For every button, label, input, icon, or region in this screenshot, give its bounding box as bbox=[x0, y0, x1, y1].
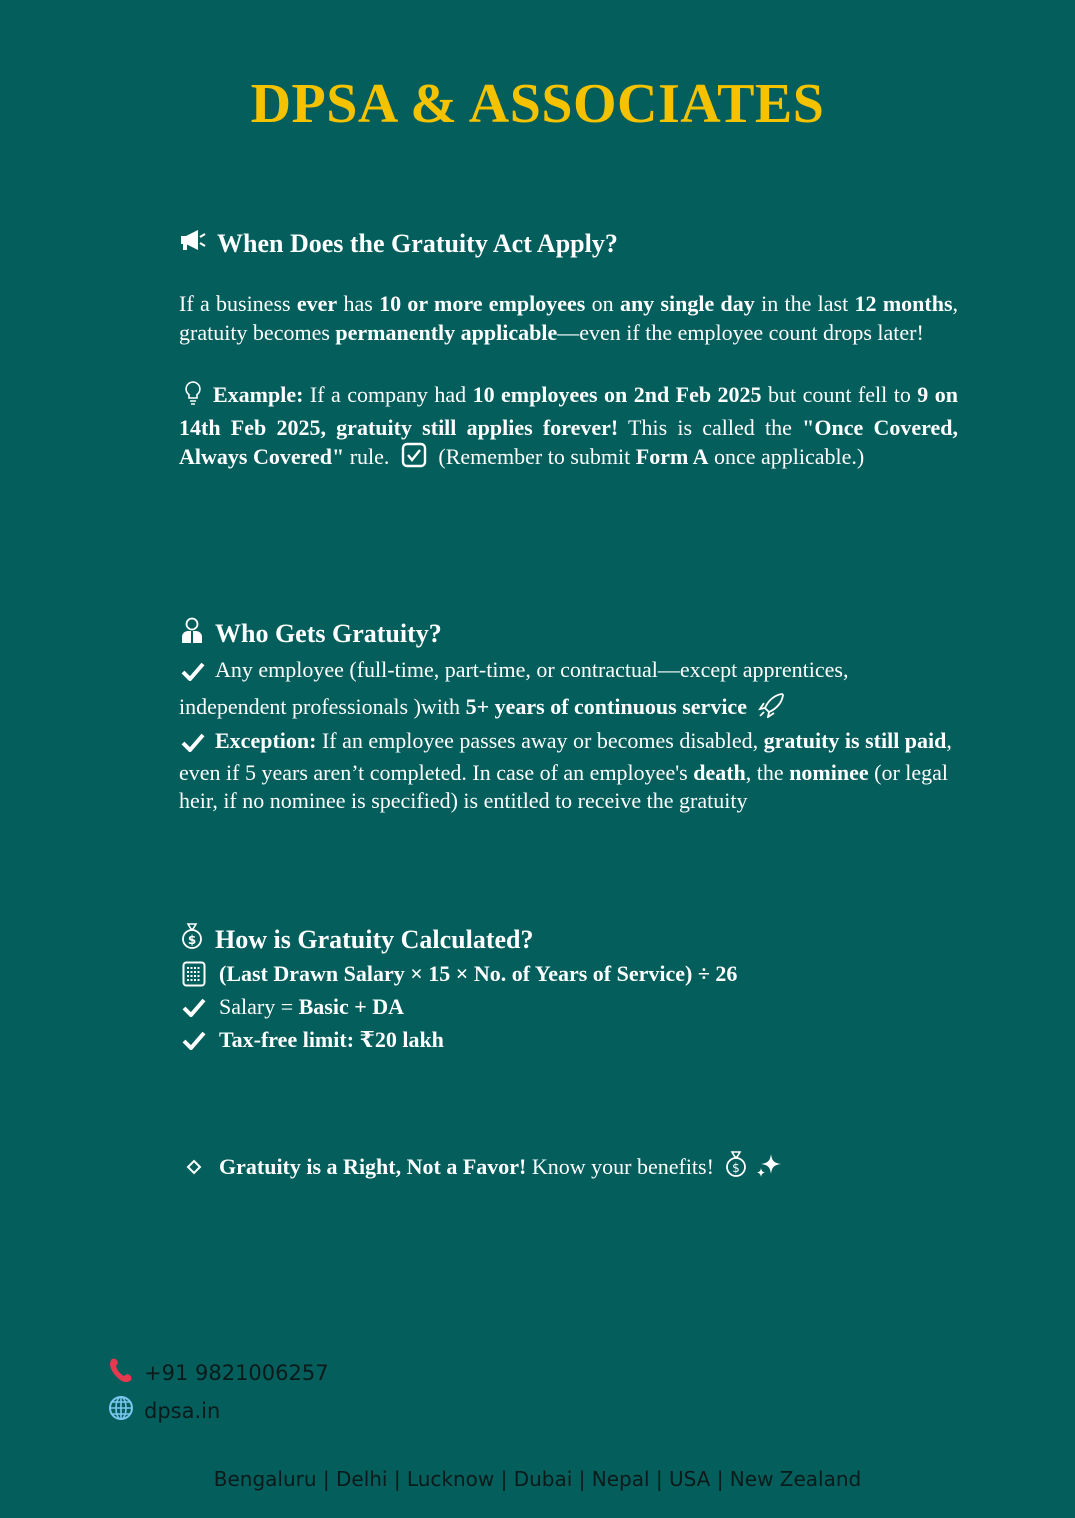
checkmark-icon bbox=[179, 1023, 209, 1050]
rocket-icon bbox=[757, 692, 785, 727]
section-applicability bbox=[179, 228, 958, 475]
example-paragraph: Example: If a company had 10 employees on 2nd Feb 2025 but count fell to 9 on 14th Feb 2025, gratuity still applies forever! This is called the "Once Covered, Always Covered" rule. (Remember to submit Form A once applicable.) bbox=[179, 380, 958, 475]
globe-icon bbox=[108, 1395, 134, 1426]
exception-item: Exception: If an employee passes away or becomes disabled, gratuity is still paid, even if 5 years aren’t completed. In case of an employee's death, the nominee (or legal heir, if no nominee is specified) is entitled to receive the gratuity bbox=[179, 728, 952, 813]
section-heading: $ How is Gratuity Calculated? bbox=[179, 922, 958, 957]
website-contact[interactable]: dpsa.in bbox=[108, 1395, 220, 1426]
person-icon bbox=[179, 616, 205, 651]
svg-text:$: $ bbox=[187, 933, 197, 947]
lightbulb-icon bbox=[183, 380, 203, 413]
section-calculation bbox=[179, 922, 958, 1056]
diamond-icon bbox=[179, 1150, 209, 1175]
checkmark-icon bbox=[179, 990, 209, 1017]
section-eligibility bbox=[179, 616, 958, 815]
applicability-paragraph: If a business ever has 10 or more employees on any single day in the last 12 months, gratuity becomes permanently applicable—even if the employee count drops later! bbox=[179, 291, 959, 345]
formula-line: (Last Drawn Salary × 15 × No. of Years of Service) ÷ 26 bbox=[179, 957, 958, 990]
megaphone-icon bbox=[179, 228, 207, 259]
checkmark-icon bbox=[181, 657, 205, 690]
section-heading: Who Gets Gratuity? bbox=[179, 616, 958, 651]
salary-line: Salary = Basic + DA bbox=[179, 990, 958, 1023]
money-bag-icon bbox=[723, 1150, 749, 1187]
sparkles-icon bbox=[755, 1152, 783, 1187]
closing-line: Gratuity is a Right, Not a Favor! Know your benefits! $ bbox=[179, 1150, 958, 1187]
money-bag-icon bbox=[179, 922, 205, 957]
phone-icon bbox=[108, 1356, 134, 1389]
checkmark-icon bbox=[181, 731, 205, 759]
checkbox-checked-icon bbox=[401, 442, 427, 475]
office-locations: Bengaluru | Delhi | Lucknow | Dubai | Nepal | USA | New Zealand bbox=[213, 1467, 862, 1491]
svg-text:$: $ bbox=[732, 1161, 741, 1175]
abacus-icon bbox=[179, 957, 209, 987]
tax-limit-line: Tax-free limit: ₹20 lakh bbox=[179, 1023, 958, 1056]
section-heading: When Does the Gratuity Act Apply? bbox=[179, 228, 958, 259]
phone-contact[interactable]: +91 9821006257 bbox=[108, 1356, 329, 1389]
eligibility-item: Any employee (full-time, part-time, or contractual—except apprentices, independent professionals )with 5+ years of continuous service bbox=[179, 653, 958, 727]
company-title: DPSA & ASSOCIATES bbox=[250, 73, 825, 135]
